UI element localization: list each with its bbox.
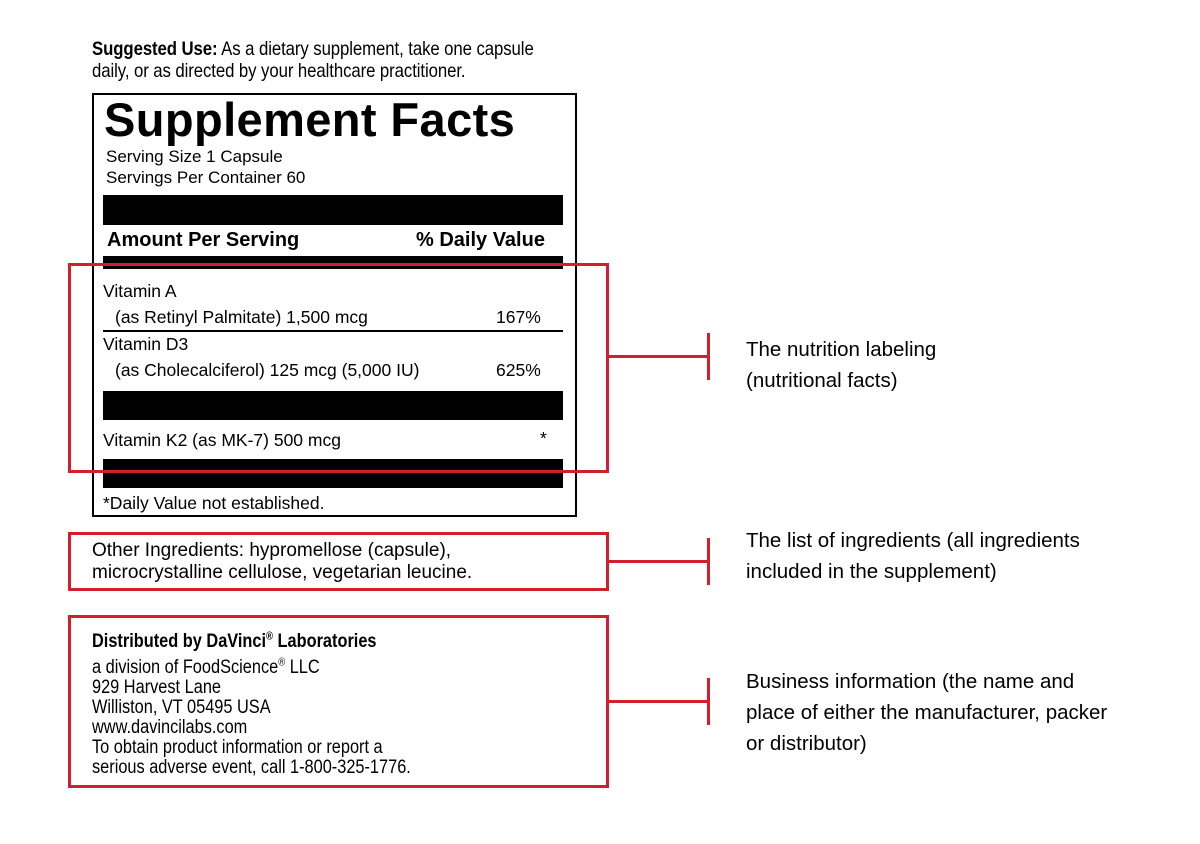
business-connector-line [608,700,710,703]
nutrient-name: Vitamin D3 [103,334,189,354]
suggested-use-text-1: As a dietary supplement, take one capsule [217,38,534,60]
ingredients-connector-line [608,560,710,563]
contact-line-1: To obtain product information or report a [92,736,383,758]
daily-value-header: % Daily Value [416,229,545,251]
servings-per-container: Servings Per Container 60 [106,168,306,187]
division: a division of FoodScience® LLC [92,656,320,678]
contact-line-2: serious adverse event, call 1-800-325-1776. [92,756,411,778]
nutrition-highlight-frame [68,263,609,473]
nutrient-dv: 625% [496,360,541,380]
ingredients-callout: The list of ingredients (all ingredients included in the supplement) [746,529,1080,583]
nutrient-detail: (as Retinyl Palmitate) 1,500 mcg [115,307,368,327]
ingredients-line-1: Other Ingredients: hypromellose (capsule), [92,540,452,561]
amount-per-serving-header: Amount Per Serving [107,229,300,251]
website: www.davincilabs.com [92,716,248,738]
nutrient-name: Vitamin A [103,281,177,301]
distributor-name: Distributed by DaVinci® Laboratories [92,631,377,653]
city-state-zip: Williston, VT 05495 USA [92,696,271,718]
footnote: *Daily Value not established. [103,493,325,513]
nutrition-connector-tick [707,333,710,380]
serving-size: Serving Size 1 Capsule [106,147,283,166]
ingredients-line-2: microcrystalline cellulose, vegetarian leucine. [92,562,473,583]
suggested-use [92,38,574,82]
nutrient-name: Vitamin K2 (as MK-7) 500 mcg [103,430,341,450]
business-highlight-frame [68,615,609,788]
facts-title: Supplement Facts [104,93,516,146]
street-address: 929 Harvest Lane [92,676,221,698]
ingredients-highlight-frame [68,532,609,591]
nutrition-connector-line [608,355,710,358]
business-connector-tick [707,678,710,725]
ingredients-connector-tick [707,538,710,585]
thick-divider [103,195,563,225]
nutrient-dv: * [540,428,547,448]
nutrient-dv: 167% [496,307,541,327]
nutrient-detail: (as Cholecalciferol) 125 mcg (5,000 IU) [115,360,420,380]
suggested-use-label: Suggested Use: [92,38,218,60]
nutrition-callout: The nutrition labeling (nutritional facts) [746,338,937,392]
suggested-use-text-2: daily, or as directed by your healthcare practitioner. [92,60,466,82]
business-callout: Business information (the name and place of either the manufacturer, packer or distributor) [746,670,1108,755]
